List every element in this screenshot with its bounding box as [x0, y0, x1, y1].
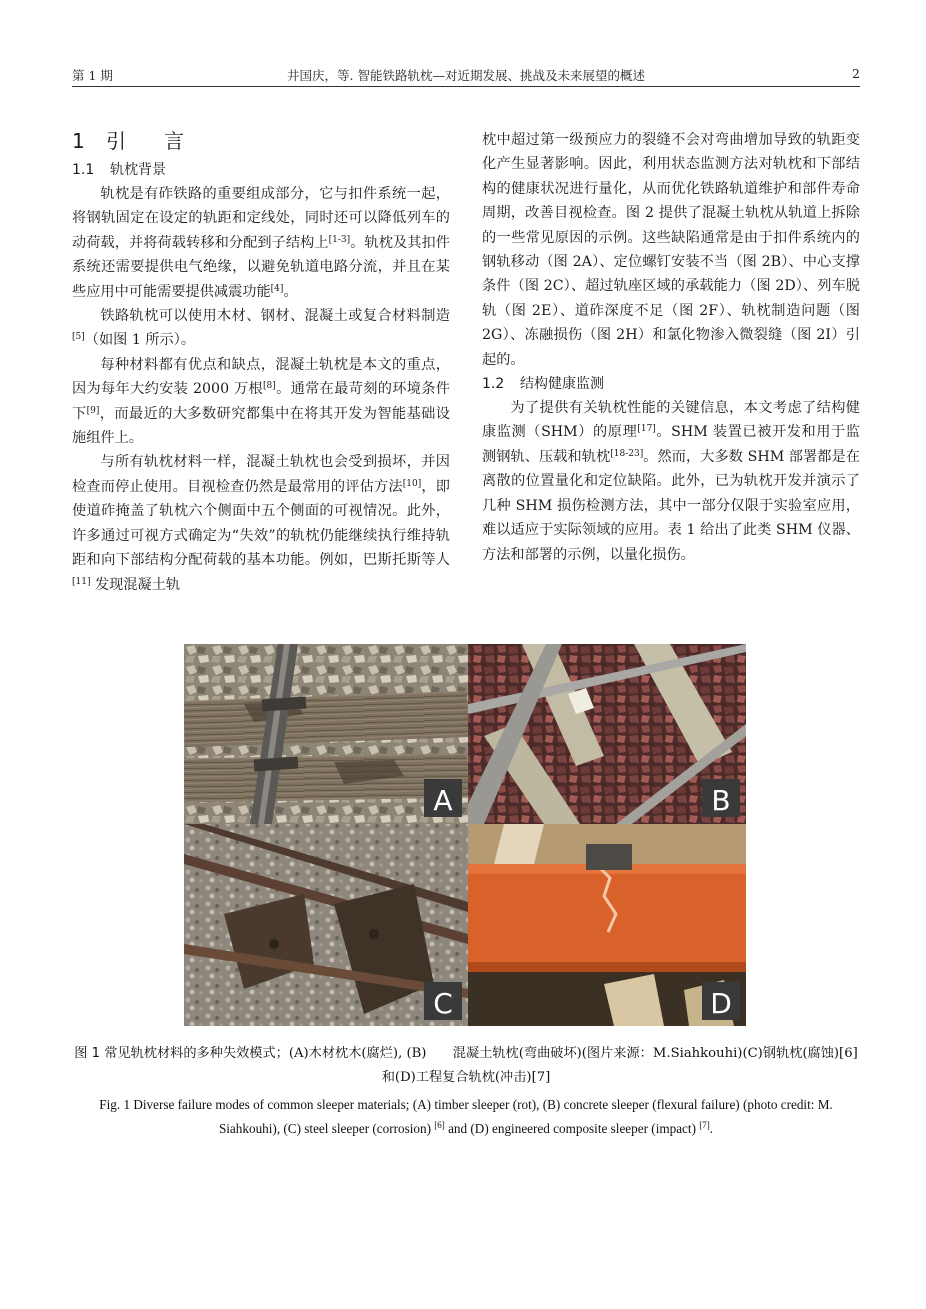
- panel-label-d: [702, 982, 740, 1020]
- subsection-heading-shm: 1.2 结构健康监测: [482, 376, 604, 393]
- paragraph: 为了提供有关轨枕性能的关键信息，本文考虑了结构健康监测（SHM）的原理[17]。SHM 装置已被开发和用于监测钢轨、压载和轨枕[18-23]。然而，大多数 SHM 部署都是在离散的位置量化和定位缺陷。此外，已为轨枕开发并演示了几种 SHM 损伤检测方法，其中一部分仅限于实验室应用，难以适应于实际领域的应用。表 1 给出了此类 SHM 仪器、方法和部署的示例，以量化损伤。: [482, 400, 860, 563]
- running-header: [72, 66, 860, 87]
- figure-caption-en: Fig. 1 Diverse failure modes of common sleeper materials; (A) timber sleeper (rot), (B) concrete sleeper (flexural failure) (photo credit: M. Siahkouhi), (C) steel sleeper (corrosion) [6] and (D) engineered composite sleeper (impact) [7].: [99, 1097, 833, 1136]
- citation: [4]: [270, 283, 284, 294]
- citation: [5]: [72, 332, 85, 343]
- paragraph: 每种材料都有优点和缺点，混凝土轨枕是本文的重点，因为每年大约安装 2000 万根[8]。通常在最苛刻的环境条件下[9]，而最近的大多数研究都集中在将其开发为智能基础设施组件上。: [72, 356, 450, 447]
- paragraph: 与所有轨枕材料一样，混凝土轨枕也会受到损坏，并因检查而停止使用。目视检查仍然是最常用的评估方法[10]，即使道砟掩盖了轨枕六个侧面中五个侧面的可视情况。此外，许多通过可视方式确定为“失效”的轨枕仍能继续执行维持轨距和向下部结构分配荷载的基本功能。例如，巴斯托斯等人[11] 发现混凝土轨: [72, 454, 450, 593]
- figure-label: 图 1: [74, 1046, 101, 1061]
- citation: [18-23]: [610, 448, 644, 459]
- paragraph: 轨枕是有砟铁路的重要组成部分，它与扣件系统一起，将钢轨固定在设定的轨距和定线处，同时还可以降低列车的动荷载，并将荷载转移和分配到子结构上[1-3]。轨枕及其扣件系统还需要提供电气绝缘，以避免轨道电路分流，并且在某些应用中可能需要提供减震功能[4]。: [72, 186, 450, 300]
- section-heading-introduction: 1 引 言: [72, 129, 185, 153]
- running-title: 井国庆，等. 智能铁路轨枕—对近期发展、挑战及未来展望的概述: [287, 68, 645, 83]
- right-column: [482, 128, 860, 567]
- citation: [9]: [86, 405, 100, 416]
- citation: [11]: [72, 576, 91, 587]
- citation: [8]: [263, 381, 276, 392]
- left-column: [72, 126, 450, 597]
- paragraph: 铁路轨枕可以使用木材、钢材、混凝土或复合材料制造[5]（如图 1 所示）。: [72, 308, 450, 349]
- svg-text:B: B: [711, 784, 731, 817]
- paragraph: 枕中超过第一级预应力的裂缝不会对弯曲增加导致的轨距变化产生显著影响。因此，利用状态监测方法对轨枕和下部结构的健康状况进行量化，从而优化铁路轨道维护和部件寿命周期，改善目视检查。图 2 提供了混凝土轨枕从轨道上拆除的一些常见原因的示例。这些缺陷通常是由于扣件系统内的钢轨移动（图 2A）、定位螺钉安装不当（图 2B）、中心支撑条件（图 2C）、超过轨座区域的承载能力（图 2D）、列车脱轨（图 2E）、道砟深度不足（图 2F）、轨枕制造问题（图 2G）、冻融损伤（图 2H）和氯化物渗入微裂缝（图 2I）引起的。: [482, 132, 860, 368]
- figure-caption-zh: 图 1 常见轨枕材料的多种失效模式；(A)木材枕木(腐烂), (B) 混凝土轨枕(弯曲破坏)(图片来源：M.Siahkouhi)(C)钢轨枕(腐蚀)[6] 和(D)工程复合轨枕(冲击)[7]: [74, 1046, 858, 1085]
- panel-label-c: [424, 982, 462, 1020]
- citation: [7]: [699, 1120, 710, 1130]
- svg-text:D: D: [710, 987, 732, 1020]
- figure-1: [184, 644, 746, 1026]
- svg-text:C: C: [433, 987, 453, 1020]
- citation: [10]: [402, 478, 422, 489]
- citation: [6]: [434, 1120, 445, 1130]
- citation: [17]: [637, 424, 656, 435]
- panel-label-b: [702, 779, 740, 817]
- figure-1-photos: [184, 644, 746, 1026]
- page-number: 2: [852, 66, 860, 81]
- issue-number: 第 1 期: [72, 68, 113, 83]
- subsection-heading-sleeper-background: 1.1 轨枕背景: [72, 162, 166, 178]
- citation: [1-3]: [328, 234, 351, 245]
- svg-text:A: A: [433, 784, 453, 817]
- panel-label-a: [424, 779, 462, 817]
